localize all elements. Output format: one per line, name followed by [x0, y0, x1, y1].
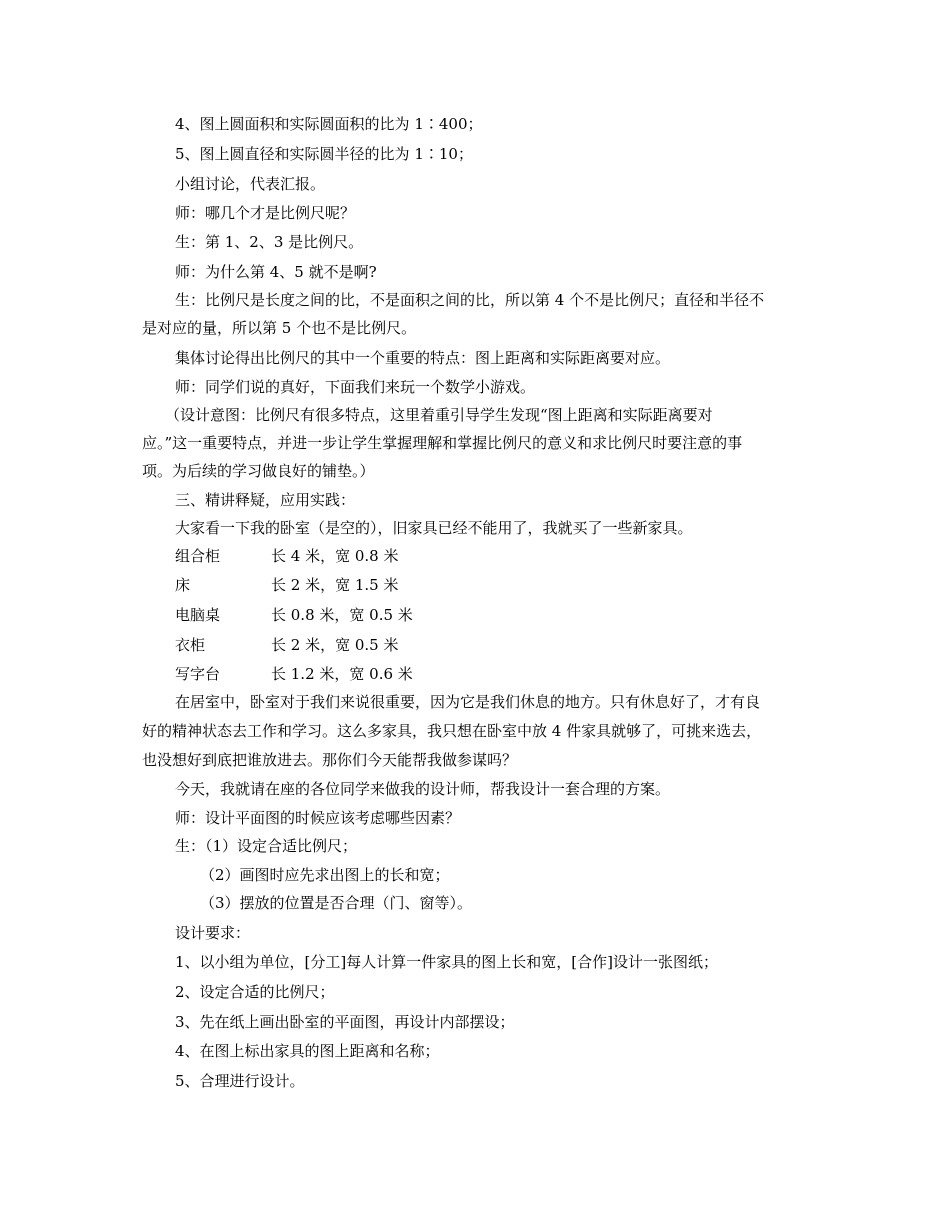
furniture-row [175, 575, 398, 595]
furniture-size: 长 4 米，宽 0.8 米 [271, 547, 399, 565]
furniture-name: 组合柜 [175, 547, 221, 565]
section-heading: 三、精讲释疑，应用实践： [175, 491, 356, 509]
text-line: （2）画图时应先求出图上的长和宽； [200, 866, 450, 884]
text-line: 在居室中，卧室对于我们来说很重要，因为它是我们休息的地方。只有休息好了，才有良 [175, 693, 761, 711]
furniture-row [175, 635, 398, 655]
text-line: 4、图上圆面积和实际圆面积的比为 1∶400； [175, 115, 483, 133]
text-line: 师：设计平面图的时候应该考虑哪些因素？ [175, 809, 461, 827]
text-line: 师：同学们说的真好，下面我们来玩一个数学小游戏。 [175, 378, 536, 396]
text-line: 项。为后续的学习做良好的铺垫。） [142, 462, 375, 480]
furniture-name: 电脑桌 [175, 606, 221, 624]
furniture-name: 写字台 [175, 665, 221, 683]
text-line: 师：为什么第 4、5 就不是啊? [175, 263, 377, 281]
text-line: （3）摆放的位置是否合理（门、窗等）。 [200, 894, 473, 912]
furniture-row [175, 546, 398, 566]
text-line: 5、图上圆直径和实际圆半径的比为 1∶10； [175, 145, 473, 163]
text-line: 生：比例尺是长度之间的比，不是面积之间的比，所以第 4 个不是比例尺；直径和半径不 [175, 291, 765, 309]
text-line: 设计要求： [175, 924, 251, 942]
text-line: 3、先在纸上画出卧室的平面图，再设计内部摆设； [175, 1013, 515, 1031]
text-line: 生：第 1、2、3 是比例尺。 [175, 233, 364, 251]
text-line: 小组讨论，代表汇报。 [175, 175, 326, 193]
furniture-size: 长 0.8 米，宽 0.5 米 [271, 606, 413, 624]
furniture-name: 床 [175, 576, 191, 594]
text-line: 大家看一下我的卧室（是空的），旧家具已经不能用了，我就买了一些新家具。 [175, 519, 693, 537]
text-line: 应。”这一重要特点，并进一步让学生掌握理解和掌握比例尺的意义和求比例尺时要注意的事 [142, 434, 743, 452]
text-line: 集体讨论得出比例尺的其中一个重要的特点：图上距离和实际距离要对应。 [175, 349, 671, 367]
furniture-size: 长 2 米，宽 0.5 米 [271, 636, 399, 654]
text-line: 今天，我就请在座的各位同学来做我的设计师，帮我设计一套合理的方案。 [175, 780, 671, 798]
text-line: （设计意图：比例尺有很多特点，这里着重引导学生发现“图上距离和实际距离要对 [165, 406, 713, 424]
text-line: 好的精神状态去工作和学习。这么多家具，我只想在卧室中放 4 件家具就够了，可挑来选去， [142, 722, 762, 740]
text-line: 1、以小组为单位，[分工]每人计算一件家具的图上长和宽，[合作]设计一张图纸； [175, 953, 718, 971]
text-line: 生：（1）设定合适比例尺； [175, 837, 358, 855]
furniture-size: 长 2 米，宽 1.5 米 [271, 576, 399, 594]
furniture-row [175, 664, 413, 684]
furniture-name: 衣柜 [175, 636, 206, 654]
text-line: 5、合理进行设计。 [175, 1072, 305, 1090]
text-line: 是对应的量，所以第 5 个也不是比例尺。 [142, 319, 417, 337]
text-line: 2、设定合适的比例尺； [175, 983, 335, 1001]
text-line: 4、在图上标出家具的图上距离和名称； [175, 1042, 440, 1060]
text-line: 也没想好到底把谁放进去。那你们今天能帮我做参谋吗？ [142, 751, 518, 769]
furniture-size: 长 1.2 米，宽 0.6 米 [271, 665, 413, 683]
furniture-row [175, 605, 413, 625]
text-line: 师：哪几个才是比例尺呢？ [175, 204, 356, 222]
